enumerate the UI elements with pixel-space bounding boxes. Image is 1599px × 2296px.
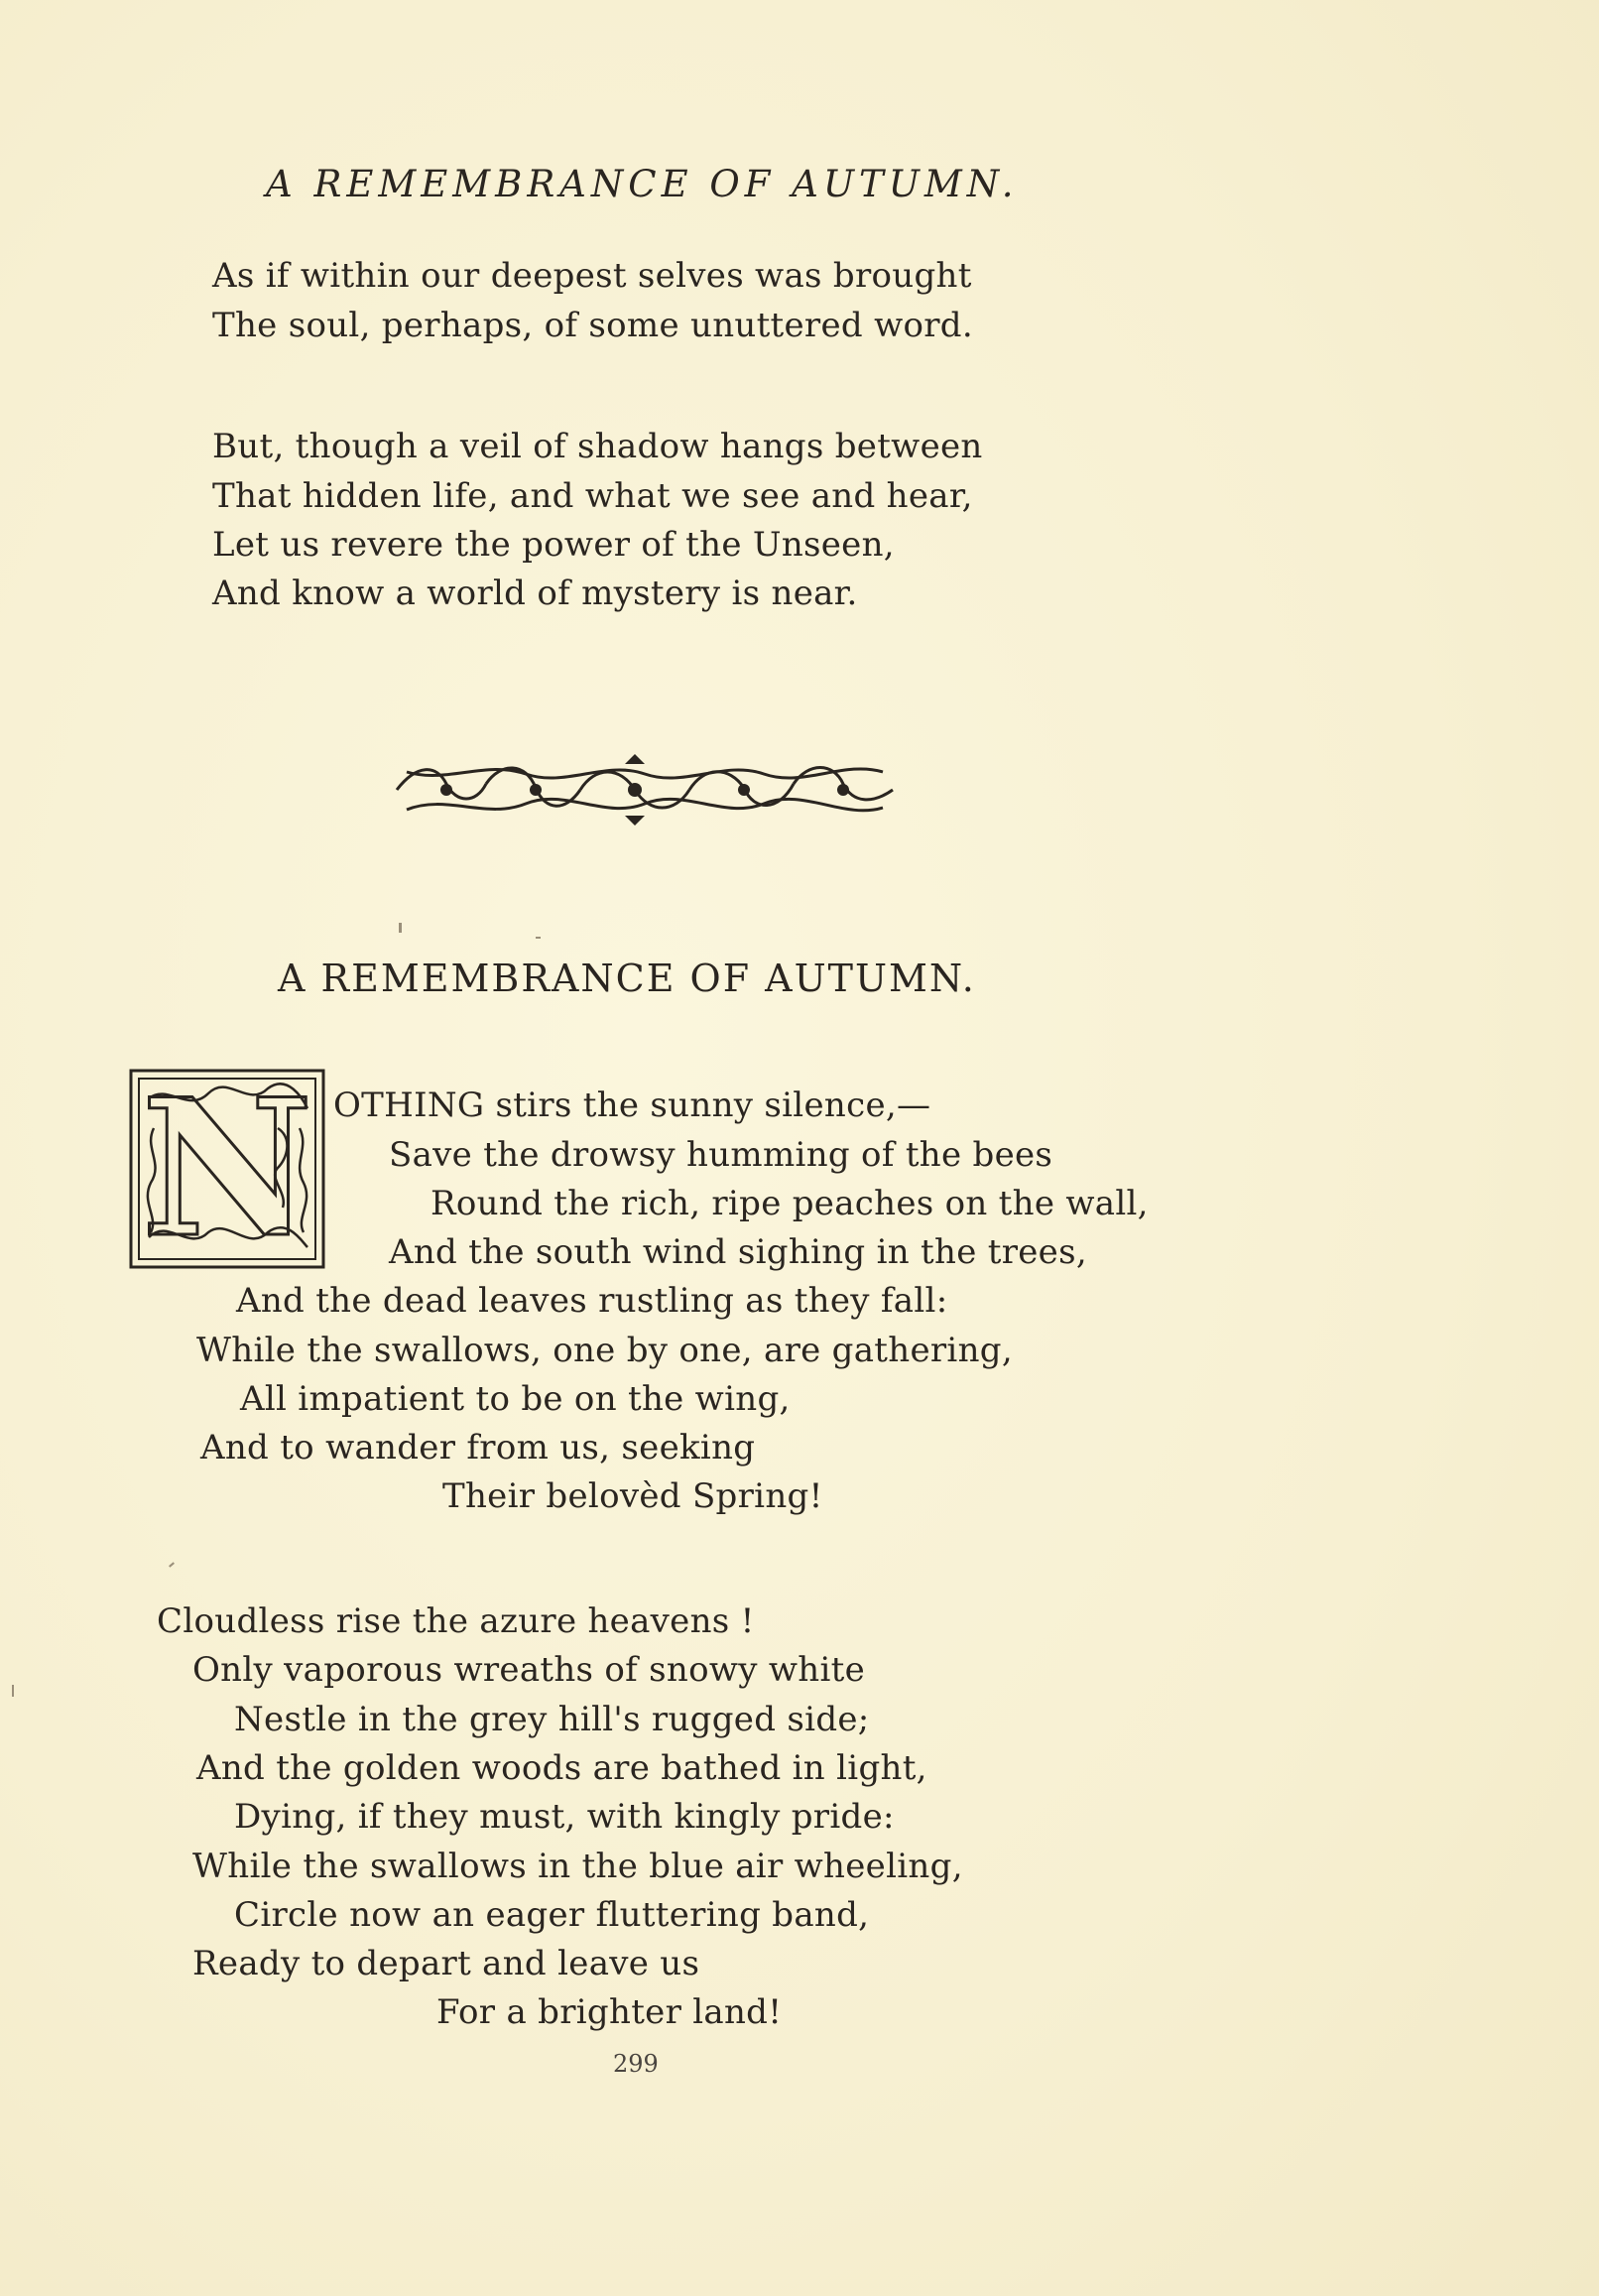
running-head: A REMEMBRANCE OF AUTUMN. xyxy=(266,163,1019,205)
verse-line: Nestle in the grey hill's rugged side; xyxy=(234,1700,870,1739)
verse-line: While the swallows, one by one, are gathering, xyxy=(196,1331,1013,1370)
verse-line: But, though a veil of shadow hangs between xyxy=(212,427,983,466)
verse-line: And know a world of mystery is near. xyxy=(212,574,858,613)
paper-speck xyxy=(536,937,541,939)
verse-line: As if within our deepest selves was brought xyxy=(212,256,972,296)
drop-cap-letter: N xyxy=(141,1058,313,1279)
verse-line: Save the drowsy humming of the bees xyxy=(389,1135,1053,1175)
verse-line: Let us revere the power of the Unseen, xyxy=(212,525,895,565)
verse-line: The soul, perhaps, of some unuttered word. xyxy=(212,306,973,345)
verse-line: Dying, if they must, with kingly pride: xyxy=(234,1797,895,1837)
verse-line: And to wander from us, seeking xyxy=(200,1428,756,1467)
paper-speck xyxy=(169,1562,175,1567)
verse-line: All impatient to be on the wing, xyxy=(240,1379,791,1419)
verse-line: Cloudless rise the azure heavens ! xyxy=(157,1601,755,1641)
verse-line: Their belovèd Spring! xyxy=(442,1476,823,1516)
poem-title: A REMEMBRANCE OF AUTUMN. xyxy=(278,957,976,1000)
page-number: 299 xyxy=(613,2050,659,2078)
verse-line: And the dead leaves rustling as they fall: xyxy=(236,1281,948,1321)
verse-line: Circle now an eager fluttering band, xyxy=(234,1895,870,1935)
verse-line: And the south wind sighing in the trees, xyxy=(389,1232,1087,1272)
decorated-initial-icon xyxy=(129,1058,325,1279)
verse-line: And the golden woods are bathed in light, xyxy=(196,1748,927,1788)
floral-ornament-icon xyxy=(387,754,903,826)
paper-speck xyxy=(12,1685,14,1697)
verse-line: OTHING stirs the sunny silence,— xyxy=(333,1085,931,1125)
verse-line: Only vaporous wreaths of snowy white xyxy=(192,1650,866,1690)
verse-line: Ready to depart and leave us xyxy=(192,1944,700,1983)
paper-speck xyxy=(399,923,402,933)
verse-line: For a brighter land! xyxy=(436,1992,783,2032)
verse-line: While the swallows in the blue air wheeling, xyxy=(192,1847,963,1886)
verse-line: Round the rich, ripe peaches on the wall, xyxy=(430,1184,1149,1223)
verse-line: That hidden life, and what we see and hear, xyxy=(212,476,973,516)
